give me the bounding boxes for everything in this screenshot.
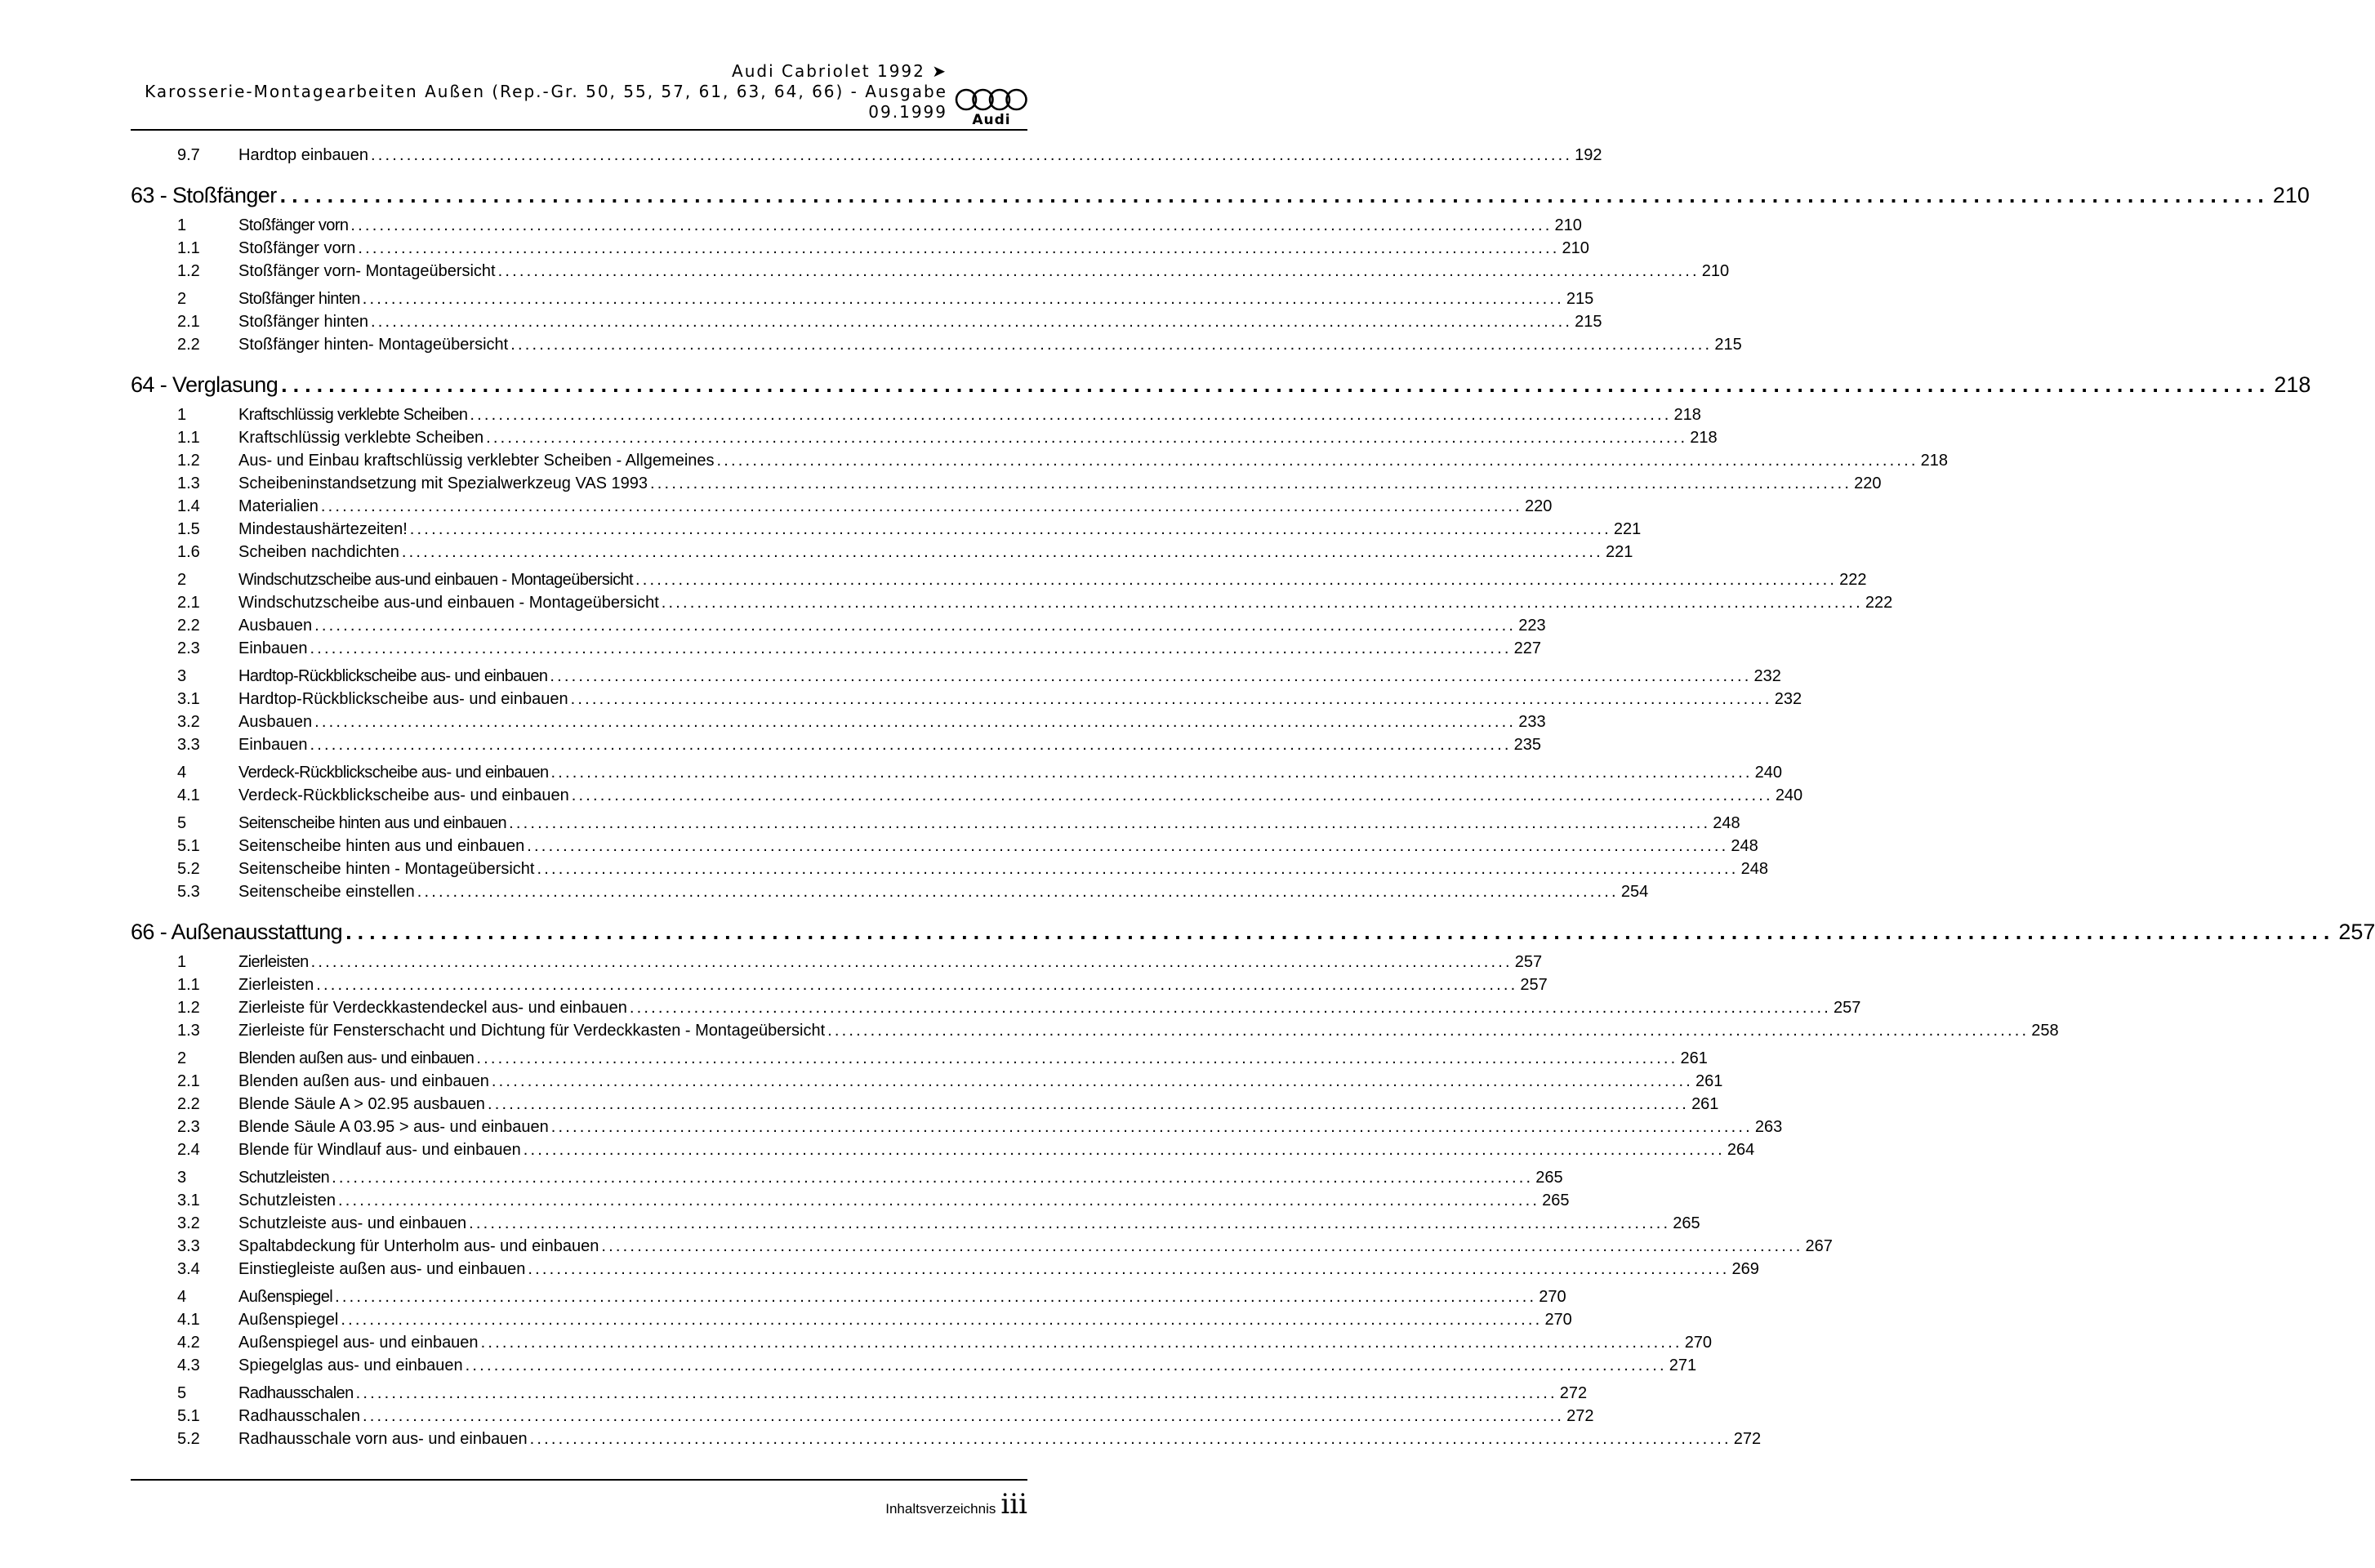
- entry-title: Radhausschale vorn aus- und einbauen: [238, 1430, 528, 1448]
- dot-leader: ........................................................................................................................................................................: [337, 1192, 1540, 1209]
- entry-title: Stoßfänger vorn: [238, 216, 349, 234]
- entry-number: 1.3: [177, 474, 200, 492]
- toc-subsection-entry[interactable]: [131, 1258, 1759, 1281]
- header-model: Audi Cabriolet 1992 ➤: [732, 61, 947, 81]
- toc-subsection-entry[interactable]: [131, 495, 1553, 518]
- header-divider: [131, 129, 1027, 131]
- entry-title: Verdeck-Rückblickscheibe aus- und einbauen: [238, 764, 549, 782]
- dot-leader: ........................................................................................................................................................................: [363, 1407, 1565, 1425]
- entry-number: 3.4: [177, 1260, 200, 1278]
- entry-page-number: 248: [1731, 837, 1758, 855]
- entry-page-number: 233: [1518, 713, 1546, 731]
- dot-leader: ........................................................................................................................................................................: [629, 999, 1831, 1017]
- toc-subsection-entry[interactable]: [131, 1019, 2059, 1042]
- dot-leader: ........................................................................................................................................................................: [509, 814, 1711, 832]
- toc-subsection-entry[interactable]: [131, 541, 1633, 564]
- entry-page-number: 192: [1575, 146, 1602, 164]
- dot-leader: ........................................................................................................................................................................: [469, 1214, 1671, 1232]
- entry-number: 4.1: [177, 786, 200, 804]
- entry-page-number: 272: [1559, 1384, 1588, 1402]
- entry-number: 2.3: [177, 1118, 200, 1136]
- dot-leader: ........................................................................................................................................................................: [537, 860, 1739, 878]
- entry-number: 4: [177, 1288, 187, 1306]
- entry-number: 2.1: [177, 313, 200, 331]
- entry-page-number: 263: [1754, 1118, 1783, 1136]
- entry-number: 9.7: [177, 146, 200, 164]
- dot-leader: ........................................................................................................................................................................: [310, 953, 1513, 971]
- entry-page-number: 272: [1566, 1407, 1594, 1425]
- toc-section-entry[interactable]: [131, 287, 1594, 310]
- header-text: [145, 61, 947, 122]
- entry-number: 2.3: [177, 639, 200, 657]
- toc-section-entry[interactable]: [131, 403, 1701, 426]
- entry-page-number: 215: [1575, 313, 1602, 331]
- entry-page-number: 265: [1535, 1169, 1563, 1187]
- entry-number: 1: [177, 216, 187, 234]
- entry-number: 1.2: [177, 999, 200, 1017]
- dot-leader: ........................................................................................................................................................................: [350, 216, 1553, 234]
- entry-number: 4.2: [177, 1334, 200, 1352]
- dot-leader: ........................................................................................................................................................................: [528, 1260, 1730, 1278]
- toc-subsection-entry[interactable]: [131, 1428, 1762, 1450]
- footer-divider: [131, 1479, 1027, 1481]
- entry-number: 3.2: [177, 1214, 200, 1232]
- entry-number: 4: [177, 764, 187, 782]
- entry-page-number: 264: [1727, 1141, 1755, 1159]
- dot-leader: ........................................................................................................................................................................: [362, 290, 1564, 308]
- dot-leader: ........................................................................................................................................................................: [486, 429, 1688, 447]
- entry-title: Aus- und Einbau kraftschlüssig verklebter Scheiben - Allgemeines: [238, 452, 715, 470]
- entry-number: 2.2: [177, 336, 200, 354]
- toc-section-entry[interactable]: [131, 665, 1781, 688]
- toc-subsection-entry[interactable]: [131, 449, 1949, 472]
- entry-title: Hardtop einbauen: [238, 146, 369, 164]
- entry-title: Windschutzscheibe aus-und einbauen - Montageübersicht: [238, 594, 659, 612]
- dot-leader: ........................................................................................................................................................................: [279, 183, 2270, 207]
- dot-leader: ........................................................................................................................................................................: [550, 1118, 1753, 1136]
- toc-section-entry[interactable]: [131, 1285, 1566, 1308]
- entry-number: 3.3: [177, 1237, 200, 1255]
- audi-logo: [954, 87, 1029, 128]
- dot-leader: ........................................................................................................................................................................: [355, 1384, 1557, 1402]
- entry-number: 1.2: [177, 452, 200, 470]
- dot-leader: ........................................................................................................................................................................: [497, 262, 1700, 280]
- entry-page-number: 270: [1544, 1311, 1572, 1329]
- entry-title: Einbauen: [238, 736, 308, 754]
- entry-page-number: 269: [1731, 1260, 1759, 1278]
- entry-page-number: 261: [1691, 1095, 1719, 1113]
- entry-title: Schutzleisten: [238, 1169, 330, 1187]
- toc-section-entry[interactable]: [131, 214, 1582, 237]
- dot-leader: ........................................................................................................................................................................: [314, 713, 1517, 731]
- entry-title: Scheiben nachdichten: [238, 543, 399, 561]
- entry-title: Schutzleiste aus- und einbauen: [238, 1214, 467, 1232]
- dot-leader: ........................................................................................................................................................................: [401, 543, 1603, 561]
- toc-subsection-entry[interactable]: [131, 973, 1548, 996]
- entry-title: Blenden außen aus- und einbauen: [238, 1072, 489, 1090]
- entry-number: 2: [177, 1049, 187, 1067]
- entry-number: 5.1: [177, 1407, 200, 1425]
- entry-number: 1.4: [177, 497, 200, 515]
- toc-subsection-entry[interactable]: [131, 591, 1893, 614]
- toc-subsection-entry[interactable]: [131, 1405, 1594, 1428]
- entry-page-number: 222: [1865, 594, 1893, 612]
- toc-subsection-entry[interactable]: [131, 237, 1589, 260]
- toc-subsection-entry[interactable]: [131, 637, 1542, 660]
- entry-title: Stoßfänger hinten- Montageübersicht: [238, 336, 509, 354]
- entry-title: Stoßfänger vorn: [238, 239, 356, 257]
- toc-subsection-entry[interactable]: [131, 1070, 1723, 1093]
- entry-number: 3.1: [177, 1192, 200, 1209]
- chapter-title: 63 - Stoßfänger: [131, 183, 277, 207]
- toc-subsection-entry[interactable]: [131, 518, 1642, 541]
- chapter-title: 66 - Außenausstattung: [131, 920, 343, 944]
- dot-leader: ........................................................................................................................................................................: [358, 239, 1560, 257]
- entry-page-number: 227: [1513, 639, 1542, 657]
- entry-number: 5: [177, 814, 187, 832]
- entry-number: 2: [177, 571, 187, 589]
- entry-title: Spiegelglas aus- und einbauen: [238, 1356, 463, 1374]
- page-footer: [885, 1488, 1027, 1521]
- entry-number: 4.3: [177, 1356, 200, 1374]
- dot-leader: ........................................................................................................................................................................: [480, 1334, 1682, 1352]
- entry-page-number: 261: [1680, 1049, 1708, 1067]
- entry-page-number: 218: [1690, 429, 1718, 447]
- entry-title: Seitenscheibe hinten aus und einbauen: [238, 837, 525, 855]
- entry-number: 2.1: [177, 594, 200, 612]
- entry-title: Einstiegleiste außen aus- und einbauen: [238, 1260, 526, 1278]
- entry-number: 1.1: [177, 976, 200, 994]
- entry-page-number: 235: [1513, 736, 1542, 754]
- dot-leader: ........................................................................................................................................................................: [335, 1288, 1537, 1306]
- entry-page-number: 232: [1774, 690, 1802, 708]
- entry-title: Blende Säule A 03.95 > aus- und einbauen: [238, 1118, 549, 1136]
- entry-page-number: 265: [1673, 1214, 1700, 1232]
- entry-number: 3: [177, 1169, 187, 1187]
- dot-leader: ........................................................................................................................................................................: [310, 736, 1512, 754]
- toc-section-entry[interactable]: [131, 1382, 1588, 1405]
- entry-number: 1.5: [177, 520, 200, 538]
- entry-title: Spaltabdeckung für Unterholm aus- und einbauen: [238, 1237, 599, 1255]
- dot-leader: ........................................................................................................................................................................: [487, 1095, 1690, 1113]
- toc-section-entry[interactable]: [131, 1047, 1708, 1070]
- dot-leader: ........................................................................................................................................................................: [510, 336, 1713, 354]
- toc-section-entry[interactable]: [131, 568, 1867, 591]
- toc-subsection-entry[interactable]: [131, 426, 1718, 449]
- entry-title: Zierleiste für Verdeckkastendeckel aus- und einbauen: [238, 999, 627, 1017]
- entry-page-number: 210: [1562, 239, 1589, 257]
- chapter-page-number: 257: [2338, 920, 2375, 944]
- entry-title: Hardtop-Rückblickscheibe aus- und einbauen: [238, 690, 568, 708]
- dot-leader: ........................................................................................................................................................................: [550, 667, 1752, 685]
- toc-subsection-entry[interactable]: [131, 710, 1546, 733]
- entry-page-number: 272: [1733, 1430, 1762, 1448]
- entry-page-number: 240: [1754, 764, 1782, 782]
- dot-leader: ........................................................................................................................................................................: [341, 1311, 1543, 1329]
- toc-subsection-entry[interactable]: [131, 688, 1802, 710]
- entry-number: 1: [177, 953, 187, 971]
- toc-subsection-entry[interactable]: [131, 260, 1730, 283]
- entry-page-number: 218: [1920, 452, 1949, 470]
- entry-title: Zierleisten: [238, 976, 314, 994]
- toc-chapter-entry[interactable]: [131, 918, 2375, 946]
- toc-chapter-entry[interactable]: [131, 371, 2311, 399]
- entry-number: 2.1: [177, 1072, 200, 1090]
- entry-number: 2: [177, 290, 187, 308]
- entry-page-number: 215: [1566, 290, 1594, 308]
- entry-title: Zierleisten: [238, 953, 309, 971]
- dot-leader: ........................................................................................................................................................................: [827, 1022, 2030, 1040]
- dot-leader: ........................................................................................................................................................................: [491, 1072, 1694, 1090]
- entry-title: Seitenscheibe hinten - Montageübersicht: [238, 860, 535, 878]
- entry-title: Schutzleisten: [238, 1192, 336, 1209]
- entry-number: 5.2: [177, 1430, 200, 1448]
- entry-title: Materialien: [238, 497, 319, 515]
- dot-leader: ........................................................................................................................................................................: [601, 1237, 1803, 1255]
- dot-leader: ........................................................................................................................................................................: [527, 837, 1729, 855]
- entry-page-number: 257: [1514, 953, 1543, 971]
- entry-page-number: 261: [1695, 1072, 1723, 1090]
- toc-subsection-entry[interactable]: [131, 472, 1882, 495]
- dot-leader: ........................................................................................................................................................................: [661, 594, 1863, 612]
- dot-leader: ........................................................................................................................................................................: [570, 690, 1772, 708]
- dot-leader: ........................................................................................................................................................................: [476, 1049, 1678, 1067]
- dot-leader: ........................................................................................................................................................................: [371, 146, 1573, 164]
- entry-title: Hardtop-Rückblickscheibe aus- und einbauen: [238, 667, 548, 685]
- entry-title: Außenspiegel: [238, 1311, 339, 1329]
- entry-page-number: 218: [1673, 406, 1701, 424]
- entry-title: Einbauen: [238, 639, 308, 657]
- entry-number: 4.1: [177, 1311, 200, 1329]
- toc-subsection-entry[interactable]: [131, 1212, 1700, 1235]
- entry-page-number: 257: [1833, 999, 1861, 1017]
- entry-number: 5.3: [177, 883, 200, 901]
- entry-number: 5: [177, 1384, 187, 1402]
- dot-leader: ........................................................................................................................................................................: [345, 920, 2336, 944]
- entry-page-number: 257: [1520, 976, 1548, 994]
- entry-number: 3.3: [177, 736, 200, 754]
- entry-title: Radhausschalen: [238, 1407, 360, 1425]
- toc-section-entry[interactable]: [131, 1166, 1563, 1189]
- entry-number: 5.1: [177, 837, 200, 855]
- entry-page-number: 271: [1669, 1356, 1697, 1374]
- dot-leader: ........................................................................................................................................................................: [371, 313, 1573, 331]
- entry-number: 2.2: [177, 1095, 200, 1113]
- dot-leader: ........................................................................................................................................................................: [320, 497, 1522, 515]
- toc-subsection-entry[interactable]: [131, 333, 1742, 356]
- entry-page-number: 270: [1539, 1288, 1566, 1306]
- entry-title: Kraftschlüssig verklebte Scheiben: [238, 406, 468, 424]
- dot-leader: ........................................................................................................................................................................: [314, 617, 1517, 635]
- toc-subsection-entry[interactable]: [131, 1093, 1719, 1116]
- chapter-page-number: 218: [2274, 372, 2311, 397]
- entry-title: Seitenscheibe hinten aus und einbauen: [238, 814, 507, 832]
- dot-leader: ........................................................................................................................................................................: [470, 406, 1672, 424]
- entry-page-number: 270: [1684, 1334, 1713, 1352]
- dot-leader: ........................................................................................................................................................................: [571, 786, 1773, 804]
- entry-number: 1: [177, 406, 187, 424]
- entry-page-number: 221: [1613, 520, 1642, 538]
- dot-leader: ........................................................................................................................................................................: [716, 452, 1918, 470]
- audi-wordmark: Audi: [972, 112, 1011, 128]
- toc-subsection-entry[interactable]: [131, 733, 1542, 756]
- entry-page-number: 220: [1854, 474, 1882, 492]
- entry-number: 5.2: [177, 860, 200, 878]
- entry-page-number: 215: [1714, 336, 1742, 354]
- entry-page-number: 265: [1542, 1192, 1570, 1209]
- entry-number: 1.2: [177, 262, 200, 280]
- entry-title: Kraftschlüssig verklebte Scheiben: [238, 429, 484, 447]
- entry-title: Außenspiegel aus- und einbauen: [238, 1334, 479, 1352]
- entry-page-number: 248: [1713, 814, 1740, 832]
- toc-subsection-entry[interactable]: [131, 1189, 1570, 1212]
- entry-title: Ausbauen: [238, 713, 313, 731]
- toc-subsection-entry[interactable]: [131, 784, 1803, 807]
- chapter-page-number: 210: [2272, 183, 2310, 207]
- entry-page-number: 240: [1775, 786, 1803, 804]
- dot-leader: ........................................................................................................................................................................: [635, 571, 1838, 589]
- entry-title: Seitenscheibe einstellen: [238, 883, 415, 901]
- entry-page-number: 221: [1605, 543, 1633, 561]
- toc-subsection-entry[interactable]: [131, 1308, 1572, 1331]
- dot-leader: ........................................................................................................................................................................: [523, 1141, 1725, 1159]
- toc-subsection-entry[interactable]: [131, 1354, 1697, 1377]
- dot-leader: ........................................................................................................................................................................: [281, 372, 2271, 397]
- dot-leader: ........................................................................................................................................................................: [650, 474, 1852, 492]
- header-subject: Karosserie-Montagearbeiten Außen (Rep.-Gr. 50, 55, 57, 61, 63, 64, 66) - Ausgabe: [145, 82, 947, 101]
- entry-title: Windschutzscheibe aus-und einbauen - Montageübersicht: [238, 571, 633, 589]
- entry-page-number: 248: [1740, 860, 1768, 878]
- entry-page-number: 220: [1524, 497, 1553, 515]
- entry-page-number: 267: [1805, 1237, 1833, 1255]
- entry-number: 1.3: [177, 1022, 200, 1040]
- dot-leader: ........................................................................................................................................................................: [550, 764, 1753, 782]
- dot-leader: ........................................................................................................................................................................: [409, 520, 1611, 538]
- entry-number: 3.2: [177, 713, 200, 731]
- header-edition: 09.1999: [868, 102, 947, 122]
- dot-leader: ........................................................................................................................................................................: [310, 639, 1512, 657]
- entry-number: 3: [177, 667, 187, 685]
- entry-number: 1.6: [177, 543, 200, 561]
- dot-leader: ........................................................................................................................................................................: [332, 1169, 1534, 1187]
- entry-title: Blende Säule A > 02.95 ausbauen: [238, 1095, 485, 1113]
- dot-leader: ........................................................................................................................................................................: [529, 1430, 1731, 1448]
- entry-page-number: 232: [1753, 667, 1781, 685]
- dot-leader: ........................................................................................................................................................................: [316, 976, 1518, 994]
- toc-subsection-entry[interactable]: [131, 1116, 1783, 1138]
- entry-number: 3.1: [177, 690, 200, 708]
- toc-subsection-entry[interactable]: [131, 614, 1546, 637]
- toc-subsection-entry[interactable]: [131, 880, 1649, 903]
- table-of-contents: [131, 144, 2375, 1450]
- entry-page-number: 254: [1620, 883, 1649, 901]
- entry-title: Stoßfänger hinten: [238, 313, 368, 331]
- entry-page-number: 210: [1701, 262, 1730, 280]
- toc-subsection-entry[interactable]: [131, 144, 1602, 167]
- entry-title: Verdeck-Rückblickscheibe aus- und einbauen: [238, 786, 569, 804]
- dot-leader: ........................................................................................................................................................................: [417, 883, 1619, 901]
- entry-page-number: 210: [1554, 216, 1582, 234]
- entry-title: Stoßfänger hinten: [238, 290, 360, 308]
- entry-page-number: 258: [2031, 1022, 2059, 1040]
- entry-title: Zierleiste für Fensterschacht und Dichtung für Verdeckkasten - Montageübersicht: [238, 1022, 826, 1040]
- entry-title: Blende für Windlauf aus- und einbauen: [238, 1141, 521, 1159]
- entry-title: Außenspiegel: [238, 1288, 333, 1306]
- toc-subsection-entry[interactable]: [131, 835, 1758, 858]
- entry-page-number: 223: [1518, 617, 1546, 635]
- entry-number: 2.4: [177, 1141, 200, 1159]
- toc-section-entry[interactable]: [131, 761, 1782, 784]
- page-number: iii: [1000, 1488, 1027, 1521]
- entry-title: Radhausschalen: [238, 1384, 354, 1402]
- entry-number: 1.1: [177, 429, 200, 447]
- entry-title: Blenden außen aus- und einbauen: [238, 1049, 475, 1067]
- entry-title: Ausbauen: [238, 617, 313, 635]
- dot-leader: ........................................................................................................................................................................: [465, 1356, 1667, 1374]
- entry-page-number: 222: [1839, 571, 1867, 589]
- toc-chapter-entry[interactable]: [131, 181, 2310, 209]
- entry-title: Stoßfänger vorn- Montageübersicht: [238, 262, 496, 280]
- toc-subsection-entry[interactable]: [131, 858, 1768, 880]
- entry-number: 2.2: [177, 617, 200, 635]
- toc-subsection-entry[interactable]: [131, 310, 1602, 333]
- toc-subsection-entry[interactable]: [131, 1138, 1755, 1161]
- toc-subsection-entry[interactable]: [131, 1235, 1833, 1258]
- toc-subsection-entry[interactable]: [131, 996, 1861, 1019]
- audi-rings-icon: [954, 87, 1029, 112]
- entry-title: Mindestaushärtezeiten!: [238, 520, 408, 538]
- entry-number: 1.1: [177, 239, 200, 257]
- footer-label: Inhaltsverzeichnis: [885, 1501, 996, 1517]
- entry-title: Scheibeninstandsetzung mit Spezialwerkzeug VAS 1993: [238, 474, 648, 492]
- toc-subsection-entry[interactable]: [131, 1331, 1713, 1354]
- toc-section-entry[interactable]: [131, 951, 1543, 973]
- chapter-title: 64 - Verglasung: [131, 372, 278, 397]
- toc-section-entry[interactable]: [131, 812, 1740, 835]
